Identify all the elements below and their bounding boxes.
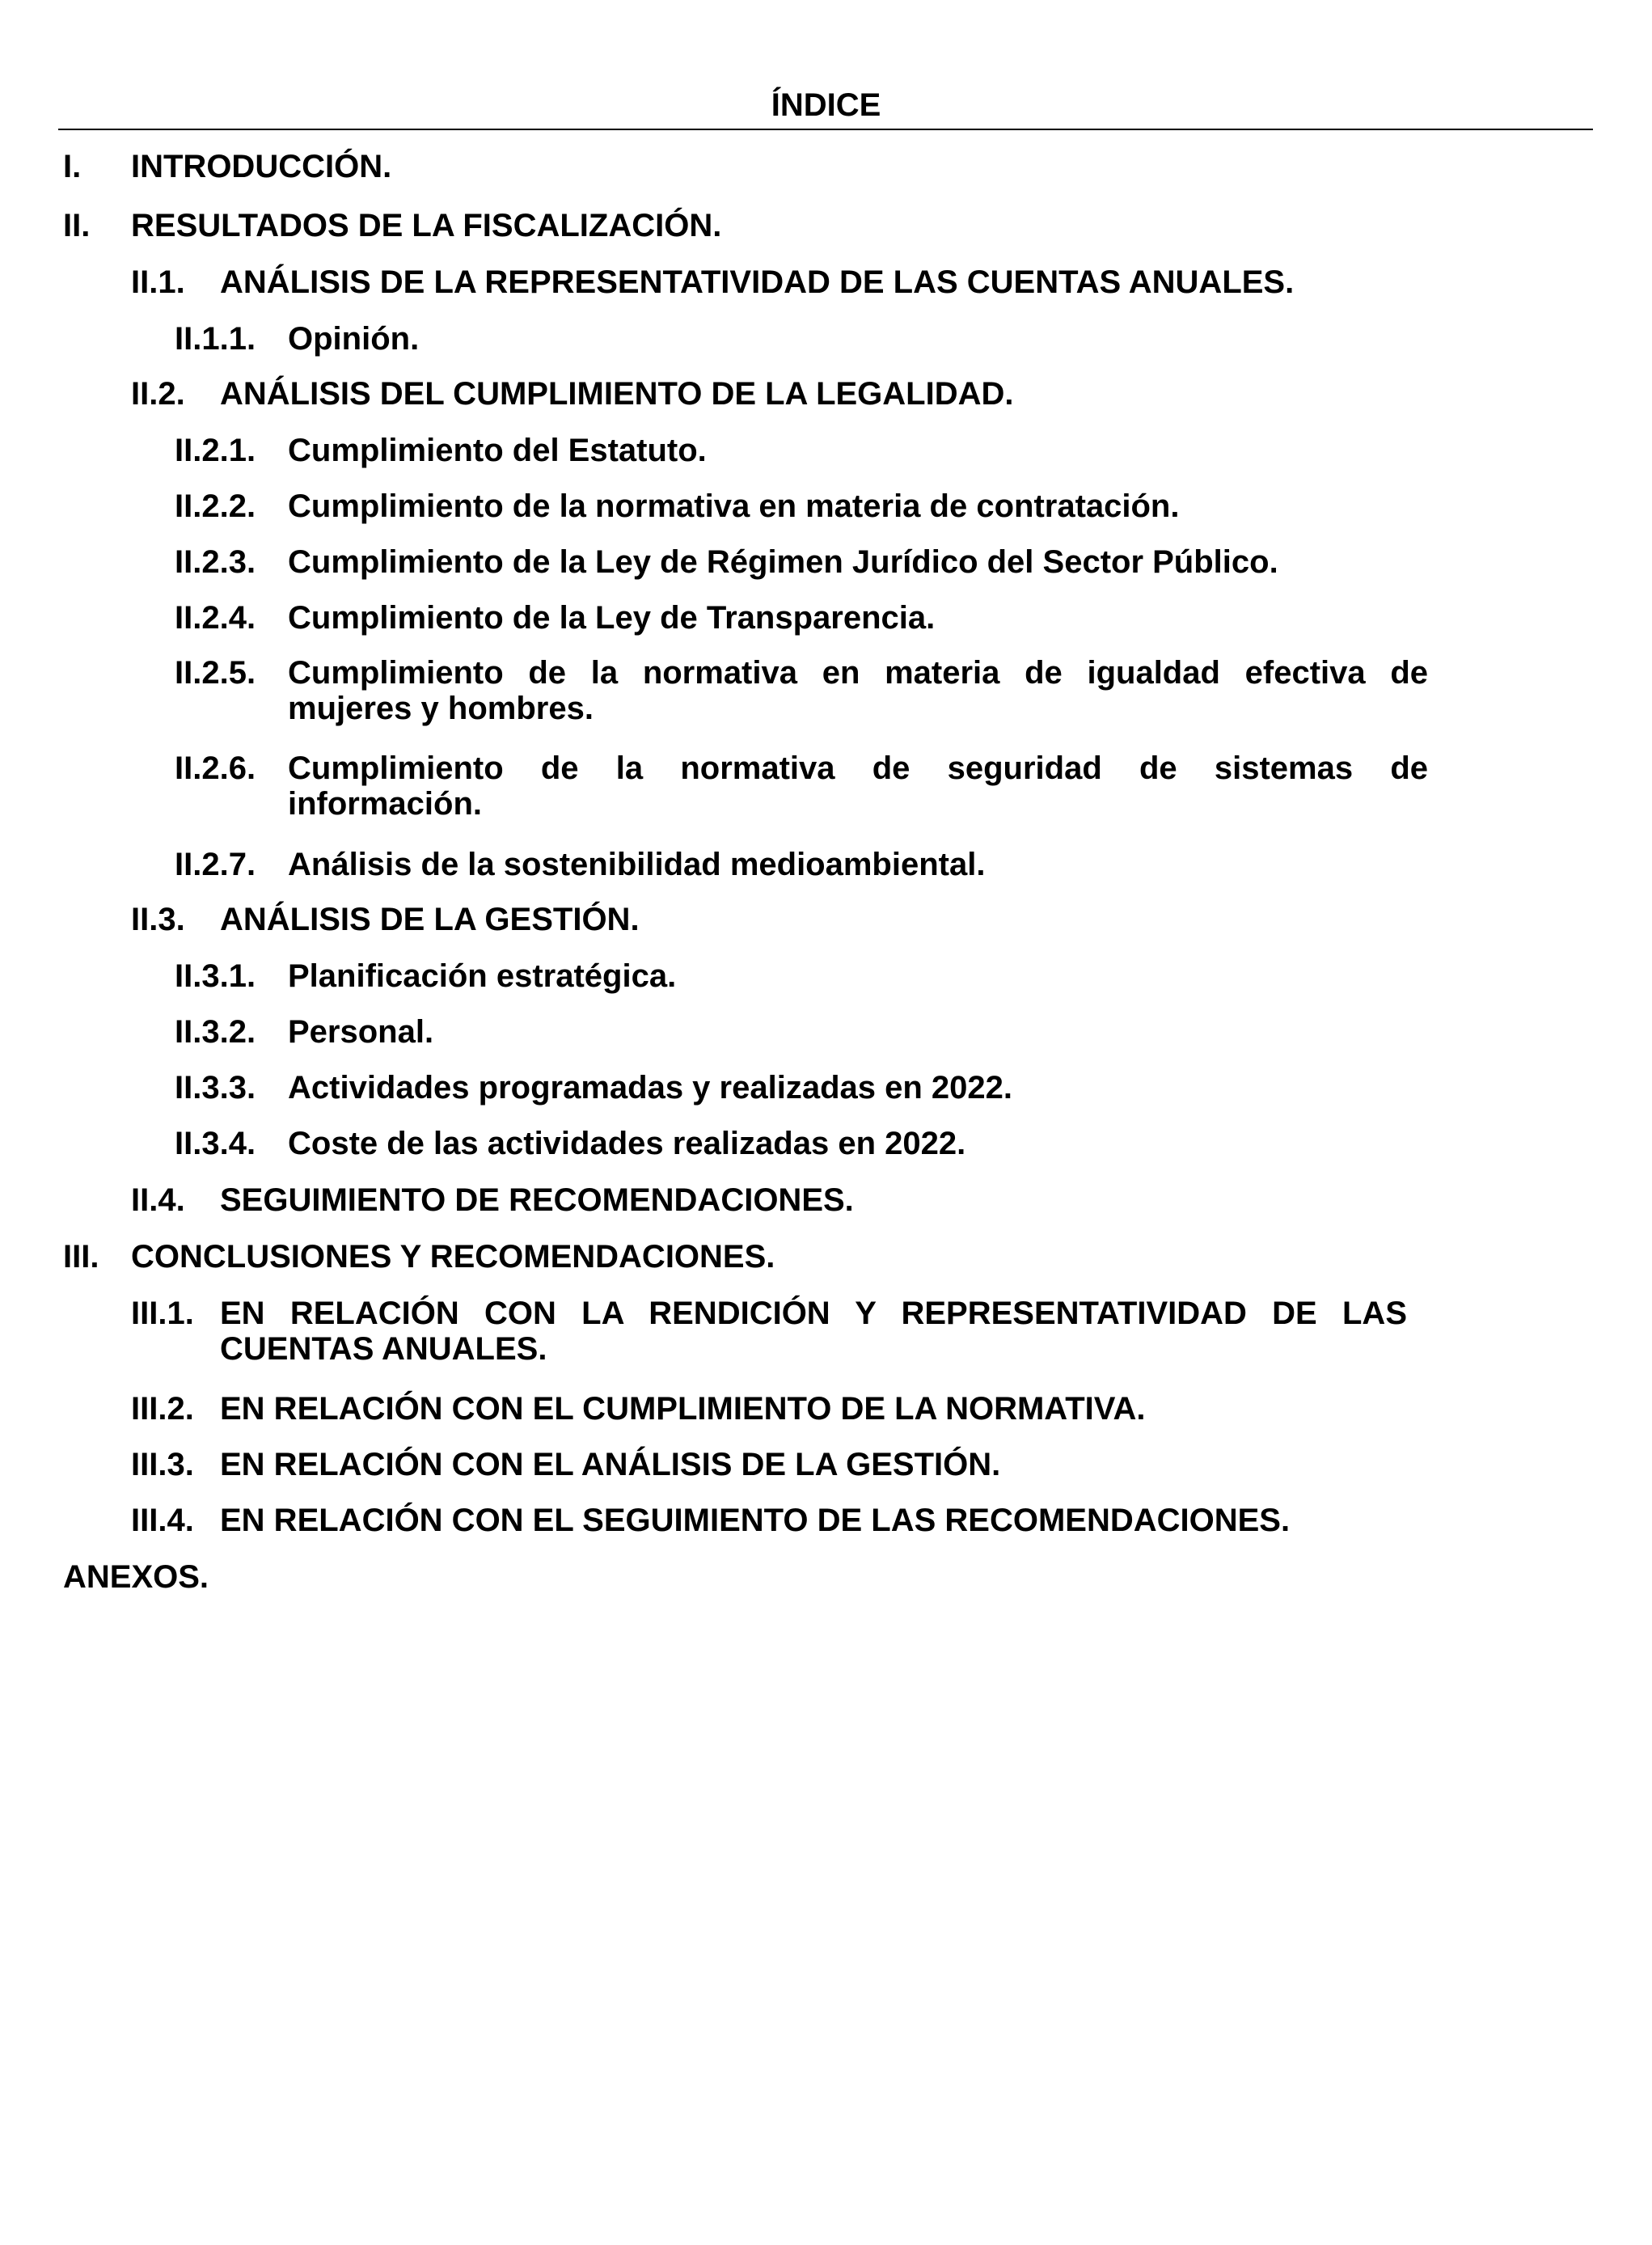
toc-entry-number: II.2.4. bbox=[175, 600, 256, 636]
toc-entry-2[interactable] bbox=[63, 206, 1438, 245]
toc-entry-number: II.2.7. bbox=[175, 847, 256, 882]
toc-entry-3-1[interactable] bbox=[131, 1294, 1409, 1372]
toc-entry-text: ANÁLISIS DE LA REPRESENTATIVIDAD DE LAS CUENTAS ANUALES. bbox=[220, 264, 1295, 300]
toc-entry-text: Cumplimiento de la Ley de Transparencia. bbox=[288, 600, 936, 636]
toc-entry-text: Cumplimiento de la normativa en materia de contratación. bbox=[288, 488, 1180, 524]
toc-entry-2-1[interactable] bbox=[131, 263, 1506, 302]
toc-entry-number: II.2.2. bbox=[175, 488, 256, 524]
toc-entry-number: II.2.6. bbox=[175, 750, 256, 786]
toc-entry-text-line1: EN RELACIÓN CON LA RENDICIÓN Y REPRESENTATIVIDAD DE LAS bbox=[220, 1296, 1407, 1331]
title-divider bbox=[58, 129, 1593, 130]
toc-entry-2-3-3[interactable] bbox=[175, 1068, 1468, 1107]
toc-entry-2-1-1[interactable] bbox=[175, 319, 1468, 358]
toc-entry-text: CONCLUSIONES Y RECOMENDACIONES. bbox=[131, 1239, 775, 1275]
toc-entry-text: INTRODUCCIÓN. bbox=[131, 149, 392, 184]
toc-entry-text: ANÁLISIS DEL CUMPLIMIENTO DE LA LEGALIDAD. bbox=[220, 376, 1014, 412]
toc-entry-number: II.2.3. bbox=[175, 544, 256, 580]
toc-entry-2-3-2[interactable] bbox=[175, 1013, 1468, 1051]
toc-entry-number: II.3.4. bbox=[175, 1126, 256, 1161]
toc-entry-text bbox=[220, 1294, 1407, 1368]
toc-entry-number: II.3.3. bbox=[175, 1070, 256, 1106]
toc-entry-number: III.1. bbox=[131, 1296, 194, 1331]
toc-entry-number: II. bbox=[63, 208, 91, 243]
toc-entry-text: Cumplimiento del Estatuto. bbox=[288, 433, 707, 468]
toc-entry-2-2-4[interactable] bbox=[175, 598, 1468, 637]
toc-entry-3-4[interactable] bbox=[131, 1501, 1554, 1540]
toc-entry-2-2-2[interactable] bbox=[175, 487, 1468, 526]
toc-entry-number: II.2.1. bbox=[175, 433, 256, 468]
toc-entry-2-3-1[interactable] bbox=[175, 957, 1468, 996]
toc-entry-text: SEGUIMIENTO DE RECOMENDACIONES. bbox=[220, 1182, 854, 1218]
toc-entry-2-2-6[interactable] bbox=[175, 749, 1436, 827]
toc-entry-text: Personal. bbox=[288, 1014, 434, 1050]
toc-entry-text: RESULTADOS DE LA FISCALIZACIÓN. bbox=[131, 208, 722, 243]
toc-entry-2-4[interactable] bbox=[131, 1181, 1506, 1220]
toc-entry-number: III.4. bbox=[131, 1503, 194, 1538]
toc-entry-text bbox=[288, 653, 1428, 728]
toc-entry-2-3-4[interactable] bbox=[175, 1124, 1468, 1163]
toc-entry-text: ANÁLISIS DE LA GESTIÓN. bbox=[220, 902, 640, 937]
toc-entry-number: III.3. bbox=[131, 1447, 194, 1482]
toc-entry-anexos[interactable] bbox=[63, 1558, 548, 1596]
toc-entry-text: ANEXOS. bbox=[63, 1559, 209, 1595]
toc-entry-2-2-3[interactable] bbox=[175, 543, 1468, 581]
toc-entry-3-3[interactable] bbox=[131, 1445, 1506, 1484]
toc-entry-text-line2: información. bbox=[288, 786, 483, 822]
toc-entry-text: Opinión. bbox=[288, 321, 420, 357]
toc-entry-3-2[interactable] bbox=[131, 1389, 1506, 1428]
toc-entry-number: II.3. bbox=[131, 902, 185, 937]
toc-entry-number: II.1.1. bbox=[175, 321, 256, 357]
toc-entry-number: II.2.5. bbox=[175, 655, 256, 691]
toc-entry-number: III.2. bbox=[131, 1391, 194, 1427]
toc-entry-2-2-5[interactable] bbox=[175, 653, 1436, 731]
toc-entry-text: EN RELACIÓN CON EL ANÁLISIS DE LA GESTIÓN. bbox=[220, 1447, 1001, 1482]
toc-entry-text: Coste de las actividades realizadas en 2022. bbox=[288, 1126, 966, 1161]
toc-entry-2-3[interactable] bbox=[131, 900, 1506, 939]
toc-entry-2-2[interactable] bbox=[131, 374, 1506, 413]
toc-entry-text: Análisis de la sostenibilidad medioambiental. bbox=[288, 847, 986, 882]
toc-entry-text: EN RELACIÓN CON EL SEGUIMIENTO DE LAS RECOMENDACIONES. bbox=[220, 1503, 1291, 1538]
toc-entry-number: II.3.1. bbox=[175, 958, 256, 994]
toc-entry-number: III. bbox=[63, 1239, 99, 1275]
toc-entry-2-2-7[interactable] bbox=[175, 845, 1468, 884]
toc-entry-number: I. bbox=[63, 149, 82, 184]
toc-entry-text bbox=[288, 749, 1428, 823]
toc-entry-2-2-1[interactable] bbox=[175, 431, 1468, 470]
toc-entry-1[interactable] bbox=[63, 147, 1438, 186]
toc-entry-number: II.4. bbox=[131, 1182, 185, 1218]
toc-entry-text-line2: mujeres y hombres. bbox=[288, 691, 594, 726]
page-title: ÍNDICE bbox=[771, 87, 881, 123]
toc-entry-number: II.2. bbox=[131, 376, 185, 412]
toc-entry-text: Cumplimiento de la Ley de Régimen Jurídico del Sector Público. bbox=[288, 544, 1278, 580]
toc-entry-text-line2: CUENTAS ANUALES. bbox=[220, 1331, 547, 1367]
toc-entry-text: Actividades programadas y realizadas en 2022. bbox=[288, 1070, 1012, 1106]
toc-entry-3[interactable] bbox=[63, 1237, 1438, 1276]
toc-entry-text-line1: Cumplimiento de la normativa de seguridad de sistemas de bbox=[288, 750, 1428, 786]
toc-entry-text: EN RELACIÓN CON EL CUMPLIMIENTO DE LA NORMATIVA. bbox=[220, 1391, 1146, 1427]
toc-entry-text-line1: Cumplimiento de la normativa en materia de igualdad efectiva de bbox=[288, 655, 1428, 691]
toc-entry-number: II.1. bbox=[131, 264, 185, 300]
toc-entry-number: II.3.2. bbox=[175, 1014, 256, 1050]
toc-entry-text: Planificación estratégica. bbox=[288, 958, 677, 994]
